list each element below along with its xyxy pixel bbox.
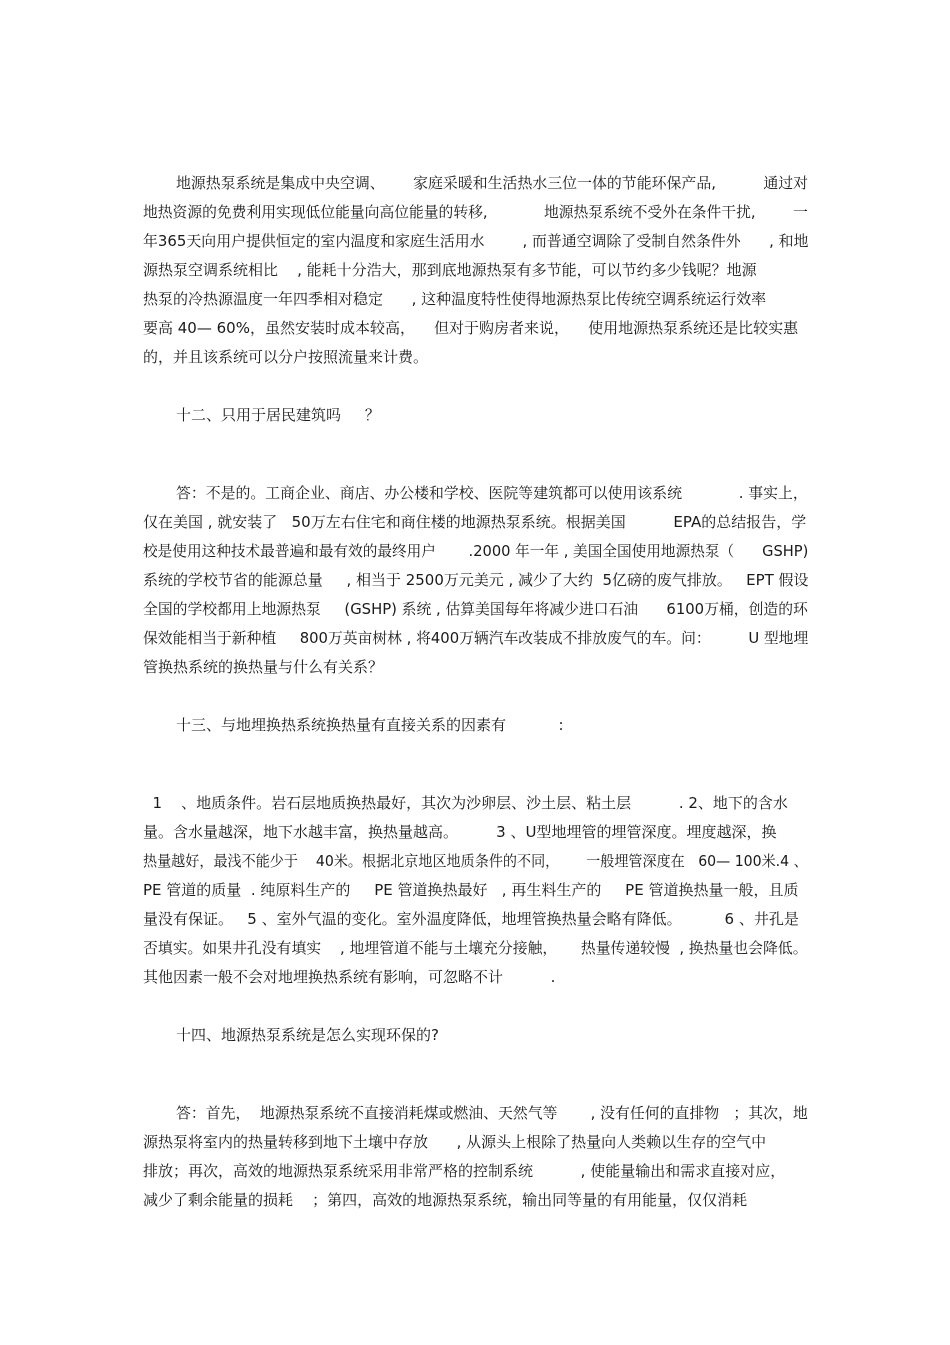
paragraph-4-line: 减少了剩余能量的损耗 ；第四，高效的地源热泵系统，输出同等量的有用能量，仅仅消耗 <box>143 1191 748 1209</box>
paragraph-3-line: 热量越好，最浅不能少于 40米。根据北京地区地质条件的不同， 一般埋管深度在 60— 100米.4 、 <box>143 852 808 870</box>
paragraph-2-line: 仅在美国 , 就安装了 50万左右住宅和商住楼的地源热泵系统。根据美国 EPA的总结报告，学 <box>143 513 807 531</box>
paragraph-3-line: 量。含水量越深，地下水越丰富，换热量越高。 3 、U型地埋管的埋管深度。埋度越深，换 <box>143 823 777 841</box>
paragraph-2-line: 管换热系统的换热量与什么有关系？ <box>143 658 384 676</box>
paragraph-1-line: 要高 40— 60%，虽然安装时成本较高， 但对于购房者来说， 使用地源热泵系统还是比较实惠 <box>143 319 799 337</box>
paragraph-1-line: 地热资源的免费利用实现低位能量向高位能量的转移, 地源热泵系统不受外在条件干扰, 一 <box>143 203 808 221</box>
paragraph-4-line: 答：首先， 地源热泵系统不直接消耗煤或燃油、天然气等 , 没有任何的直排物 ；其次，地 <box>176 1104 808 1122</box>
paragraph-3-line: 1 、地质条件。岩石层地质换热最好，其次为沙卵层、沙土层、粘土层 . 2、地下的含水 <box>143 794 788 812</box>
section-heading-14: 十四、地源热泵系统是怎么实现环保的? <box>176 1026 439 1044</box>
paragraph-2-line: 保效能相当于新种植 800万英亩树林 , 将400万辆汽车改装成不排放废气的车。问： U 型地埋 <box>143 629 809 647</box>
paragraph-3-line: 量没有保证。 5 、室外气温的变化。室外温度降低，地埋管换热量会略有降低。 6 、井孔是 <box>143 910 799 928</box>
paragraph-3-line: 其他因素一般不会对地埋换热系统有影响，可忽略不计 . <box>143 968 556 986</box>
paragraph-4-line: 源热泵将室内的热量转移到地下土壤中存放 , 从源头上根除了热量向人类赖以生存的空气中 <box>143 1133 767 1151</box>
paragraph-4-line: 排放；再次，高效的地源热泵系统采用非常严格的控制系统 , 使能量输出和需求直接对应， <box>143 1162 786 1180</box>
paragraph-1-line: 地源热泵系统是集成中央空调、 家庭采暖和生活热水三位一体的节能环保产品, 通过对 <box>176 174 809 192</box>
paragraph-1-line: 热泵的冷热源温度一年四季相对稳定 , 这种温度特性使得地源热泵比传统空调系统运行效率 <box>143 290 767 308</box>
paragraph-1-line: 年365天向用户提供恒定的室内温度和家庭生活用水 , 而普通空调除了受制自然条件外 , 和地 <box>143 232 809 250</box>
paragraph-2-line: 系统的学校节省的能源总量 , 相当于 2500万元美元 , 减少了大约 5亿磅的废气排放。 EPT 假设 <box>143 571 809 589</box>
paragraph-1-line: 源热泵空调系统相比 , 能耗十分浩大，那到底地源热泵有多节能，可以节约多少钱呢？地源 <box>143 261 757 279</box>
paragraph-2-line: 校是使用这种技术最普遍和最有效的最终用户 .2000 年一年 , 美国全国使用地源热泵（ GSHP) <box>143 542 809 560</box>
paragraph-2-line: 全国的学校都用上地源热泵 (GSHP) 系统 , 估算美国每年将减少进口石油 6100万桶，创造的环 <box>143 600 808 618</box>
paragraph-3-line: 否填实。如果井孔没有填实 , 地埋管道不能与土壤充分接触， 热量传递较慢 , 换热量也会降低。 <box>143 939 808 957</box>
section-heading-12: 十二、只用于居民建筑吗 ？ <box>176 406 380 424</box>
paragraph-3-line: PE 管道的质量 . 纯原料生产的 PE 管道换热最好 , 再生料生产的 PE 管道换热量一般，且质 <box>143 881 799 899</box>
paragraph-2-line: 答：不是的。工商企业、商店、办公楼和学校、医院等建筑都可以使用该系统 . 事实上， <box>176 484 808 502</box>
paragraph-1-line: 的，并且该系统可以分户按照流量来计费。 <box>143 348 429 366</box>
section-heading-13: 十三、与地埋换热系统换热量有直接关系的因素有 : <box>176 716 564 734</box>
